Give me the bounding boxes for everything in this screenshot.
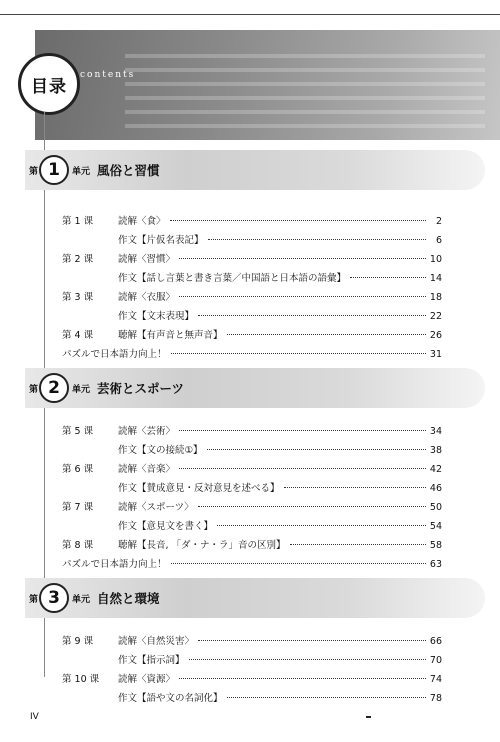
toc-row[interactable]	[62, 515, 442, 534]
lesson-label: 第 9 课	[62, 636, 94, 647]
dot-leader	[198, 314, 426, 316]
unit-title: 自然と環境	[97, 591, 160, 606]
dot-leader	[179, 677, 426, 679]
toc-row-puzzle[interactable]	[62, 553, 442, 572]
lesson-label: 第 4 课	[62, 330, 94, 341]
entry-title: 読解〈芸術〉	[118, 426, 176, 437]
toc-row[interactable]	[62, 229, 442, 248]
entry-title: 読解〈自然災害〉	[118, 636, 195, 647]
top-rule	[0, 14, 500, 15]
contents-subtitle: contents	[80, 70, 136, 80]
page-number: 46	[429, 483, 442, 494]
toc-row[interactable]	[62, 534, 442, 553]
dot-leader	[284, 486, 426, 488]
page-number: 74	[429, 674, 442, 685]
banner-texture	[125, 44, 485, 128]
unit-prefix: 第	[29, 385, 39, 395]
lesson-label: 第 5 课	[62, 426, 94, 437]
toc-row[interactable]	[62, 496, 442, 515]
entry-title: 読解〈音楽〉	[118, 464, 176, 475]
dot-leader	[179, 257, 426, 259]
entry-title: 読解〈資源〉	[118, 674, 176, 685]
header-banner	[35, 30, 500, 140]
toc-row[interactable]	[62, 305, 442, 324]
dot-leader	[350, 276, 426, 278]
unit-suffix: 单元	[72, 385, 91, 395]
entry-title: 作文【文末表現】	[118, 311, 195, 322]
page-number: 63	[429, 559, 442, 570]
entry-title: 作文【指示詞】	[118, 655, 185, 666]
toc-row[interactable]	[62, 210, 442, 229]
toc-row[interactable]	[62, 477, 442, 496]
toc-row[interactable]	[62, 248, 442, 267]
entry-title: 作文【意見文を書く】	[118, 521, 214, 532]
unit-number-badge: 3	[39, 583, 69, 613]
lesson-label: 第 10 课	[62, 674, 100, 685]
unit-number-badge: 2	[39, 373, 69, 403]
entry-title: 作文【文の接続①】	[118, 445, 203, 456]
page-number: 34	[429, 426, 442, 437]
unit-1-header	[25, 150, 485, 190]
unit-3-toc	[62, 630, 442, 706]
toc-row[interactable]	[62, 286, 442, 305]
entry-title: 読解〈食〉	[118, 216, 166, 227]
entry-title: 読解〈スポーツ〉	[118, 502, 194, 513]
entry-title: パズルで日本語力向上！	[62, 559, 167, 570]
unit-number-badge: 1	[39, 155, 69, 185]
entry-title: 作文【話し言葉と書き言葉／中国語と日本語の語彙】	[118, 273, 347, 284]
dot-leader	[217, 524, 426, 526]
toc-row[interactable]	[62, 324, 442, 343]
dot-leader	[179, 295, 426, 297]
page-number: 42	[429, 464, 442, 475]
unit-suffix: 单元	[72, 595, 91, 605]
entry-title: パズルで日本語力向上！	[62, 349, 167, 360]
unit-3-header	[25, 578, 485, 618]
dot-leader	[179, 467, 426, 469]
lesson-label: 第 3 课	[62, 292, 94, 303]
page-number: 22	[429, 311, 442, 322]
entry-title: 読解〈習慣〉	[118, 254, 176, 265]
page-number: 31	[429, 349, 442, 360]
page-number: 58	[429, 540, 442, 551]
toc-row[interactable]	[62, 267, 442, 286]
toc-row[interactable]	[62, 458, 442, 477]
unit-2-toc	[62, 420, 442, 572]
dot-leader	[290, 543, 426, 545]
toc-row[interactable]	[62, 420, 442, 439]
entry-title: 作文【語や文の名詞化】	[118, 693, 223, 704]
dot-leader	[171, 352, 426, 354]
entry-title: 聴解【有声音と無声音】	[118, 330, 223, 341]
page-number: 14	[429, 273, 442, 284]
page-number: 2	[435, 216, 442, 227]
page-footer-number: IV	[30, 712, 39, 722]
dot-leader	[227, 333, 426, 335]
lesson-label: 第 6 课	[62, 464, 94, 475]
entry-title: 聴解【長音, 「ダ・ナ・ラ」音の区別】	[118, 540, 286, 551]
lesson-label: 第 1 课	[62, 216, 94, 227]
toc-row[interactable]	[62, 439, 442, 458]
dot-leader	[179, 429, 426, 431]
dot-leader	[198, 639, 426, 641]
unit-title: 風俗と習慣	[97, 163, 160, 178]
unit-prefix: 第	[29, 595, 39, 605]
page-number: 26	[429, 330, 442, 341]
page-number: 78	[429, 693, 442, 704]
page-number: 6	[435, 235, 442, 246]
contents-title: 目录	[18, 53, 80, 115]
dot-leader	[171, 562, 426, 564]
unit-prefix: 第	[29, 167, 39, 177]
lesson-label: 第 7 课	[62, 502, 94, 513]
page-number: 70	[429, 655, 442, 666]
unit-title: 芸術とスポーツ	[97, 381, 185, 396]
toc-row[interactable]	[62, 687, 442, 706]
lesson-label: 第 8 课	[62, 540, 94, 551]
entry-title: 作文【片仮名表記】	[118, 235, 204, 246]
page-number: 50	[429, 502, 442, 513]
unit-suffix: 单元	[72, 167, 91, 177]
page-number: 18	[429, 292, 442, 303]
dot-leader	[227, 696, 426, 698]
lesson-label: 第 2 课	[62, 254, 94, 265]
dot-leader	[170, 219, 426, 221]
dot-leader	[198, 505, 426, 507]
unit-1-toc	[62, 210, 442, 362]
page-number: 10	[429, 254, 442, 265]
page-number: 38	[429, 445, 442, 456]
entry-title: 読解〈衣服〉	[118, 292, 176, 303]
entry-title: 作文【賛成意見・反対意見を述べる】	[118, 483, 280, 494]
page-number: 54	[429, 521, 442, 532]
unit-2-header	[25, 368, 485, 408]
page-number: 66	[429, 636, 442, 647]
toc-row[interactable]	[62, 649, 442, 668]
print-speck	[366, 716, 371, 718]
toc-row[interactable]	[62, 630, 442, 649]
toc-row[interactable]	[62, 668, 442, 687]
dot-leader	[207, 448, 426, 450]
dot-leader	[189, 658, 426, 660]
toc-row-puzzle[interactable]	[62, 343, 442, 362]
dot-leader	[208, 238, 426, 240]
